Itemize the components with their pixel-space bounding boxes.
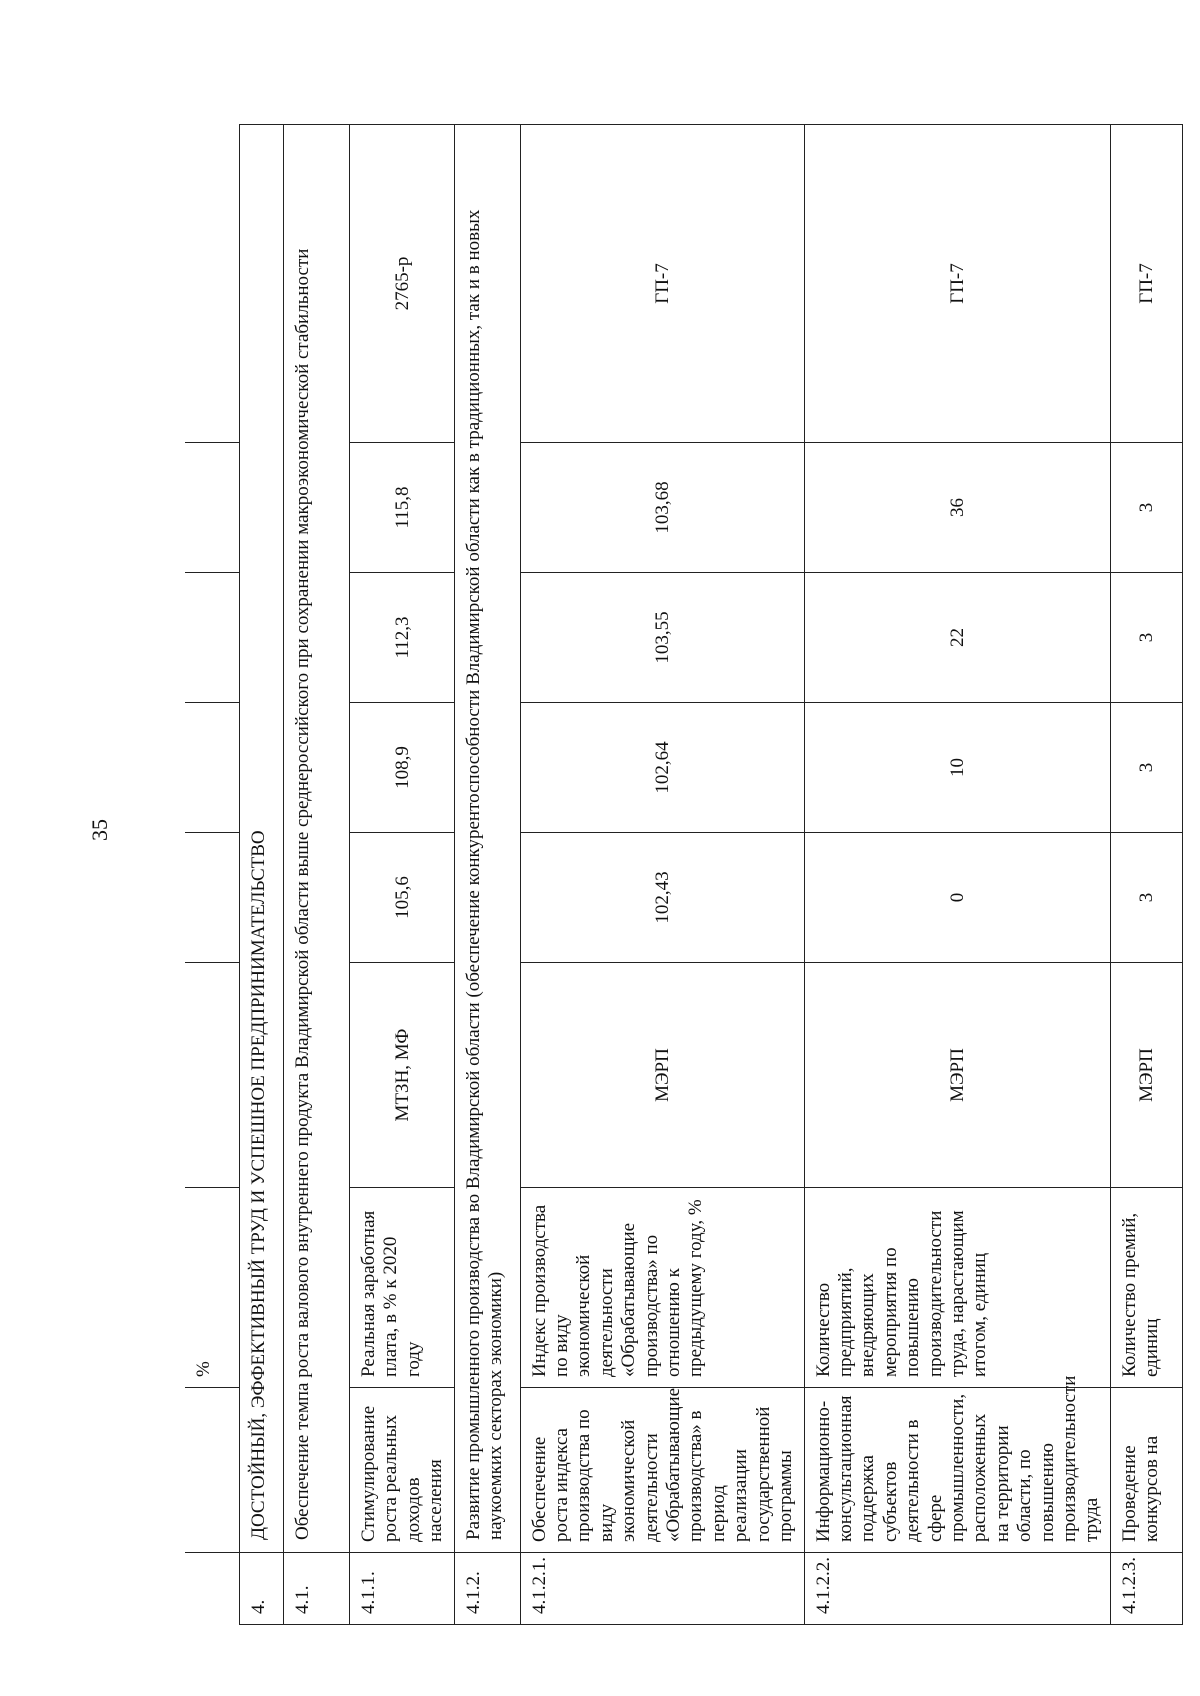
value-cell: 103,68	[520, 443, 804, 573]
value-cell: 108,9	[350, 703, 455, 833]
row-number: 4.1.1.	[350, 1553, 455, 1625]
value-cell: 3	[1110, 573, 1182, 703]
document-cell: 2765-р	[350, 125, 455, 443]
header-cell-measure	[185, 1388, 240, 1553]
value-cell: 10	[804, 703, 1110, 833]
header-cell-value-2	[185, 703, 240, 833]
responsible-cell: МЭРП	[1110, 963, 1182, 1188]
value-cell: 102,64	[520, 703, 804, 833]
responsible-cell: МЭРП	[804, 963, 1110, 1188]
value-cell: 103,55	[520, 573, 804, 703]
row-number: 4.1.2.2.	[804, 1553, 1110, 1625]
goal-number: 4.1.	[284, 1553, 350, 1625]
goal-row	[284, 125, 350, 1625]
program-table	[185, 124, 1183, 1625]
header-cell-document	[185, 125, 240, 443]
measure-cell: Проведение конкурсов на	[1110, 1388, 1182, 1553]
indicator-cell: Количество премий, единиц	[1110, 1188, 1182, 1388]
indicator-cell: Реальная заработная плата, в % к 2020 году	[350, 1188, 455, 1388]
document-cell: ГП-7	[1110, 125, 1182, 443]
section-number: 4.	[240, 1553, 284, 1625]
header-cell-value-4	[185, 443, 240, 573]
value-cell: 105,6	[350, 833, 455, 963]
document-cell: ГП-7	[804, 125, 1110, 443]
value-cell: 102,43	[520, 833, 804, 963]
section-row	[240, 125, 284, 1625]
goal-row	[454, 125, 520, 1625]
value-cell: 22	[804, 573, 1110, 703]
measure-cell: Информационно-консультационная поддержка субъектов деятельности в сфере промышленности, расположенных на территории области, по повышению производительности труда	[804, 1388, 1110, 1553]
indicator-cell: Индекс производства по виду экономической деятельности «Обрабатывающие производства» по отношению к предыдущему году, %	[520, 1188, 804, 1388]
table-row	[350, 125, 455, 1625]
measure-cell: Стимулирование роста реальных доходов населения	[350, 1388, 455, 1553]
header-cell-value-1	[185, 833, 240, 963]
document-cell: ГП-7	[520, 125, 804, 443]
rotated-table-container	[185, 125, 1163, 1625]
responsible-cell: МТЗН, МФ	[350, 963, 455, 1188]
continued-header-row	[185, 125, 240, 1625]
header-cell-responsible	[185, 963, 240, 1188]
value-cell: 0	[804, 833, 1110, 963]
value-cell: 115,8	[350, 443, 455, 573]
value-cell: 36	[804, 443, 1110, 573]
row-number: 4.1.2.1.	[520, 1553, 804, 1625]
value-cell: 3	[1110, 443, 1182, 573]
page-number: 35	[87, 819, 112, 841]
responsible-cell: МЭРП	[520, 963, 804, 1188]
value-cell: 112,3	[350, 573, 455, 703]
goal-text: Развитие промышленного производства во Владимирской области (обеспечение конкурентоспособности Владимирской области как в традиционных, так и в новых наукоемких секторах экономики)	[454, 125, 520, 1553]
table-row	[1110, 125, 1182, 1625]
table-row	[520, 125, 804, 1625]
table-row	[804, 125, 1110, 1625]
goal-text: Обеспечение темпа роста валового внутреннего продукта Владимирской области выше среднероссийского при сохранении макроэкономической стабильности	[284, 125, 350, 1553]
header-cell-indicator: %	[185, 1188, 240, 1388]
header-cell-value-3	[185, 573, 240, 703]
section-title: ДОСТОЙНЫЙ, ЭФФЕКТИВНЫЙ ТРУД И УСПЕШНОЕ ПРЕДПРИНИМАТЕЛЬСТВО	[240, 125, 284, 1553]
value-cell: 3	[1110, 703, 1182, 833]
header-cell-number	[185, 1553, 240, 1625]
measure-cell: Обеспечение роста индекса производства по виду экономической деятельности «Обрабатывающие производства» в период реализации государственной программы	[520, 1388, 804, 1553]
value-cell: 3	[1110, 833, 1182, 963]
goal-number: 4.1.2.	[454, 1553, 520, 1625]
indicator-cell: Количество предприятий, внедряющих мероприятия по повышению производительности труда, нарастающим итогом, единиц	[804, 1188, 1110, 1388]
row-number: 4.1.2.3.	[1110, 1553, 1182, 1625]
